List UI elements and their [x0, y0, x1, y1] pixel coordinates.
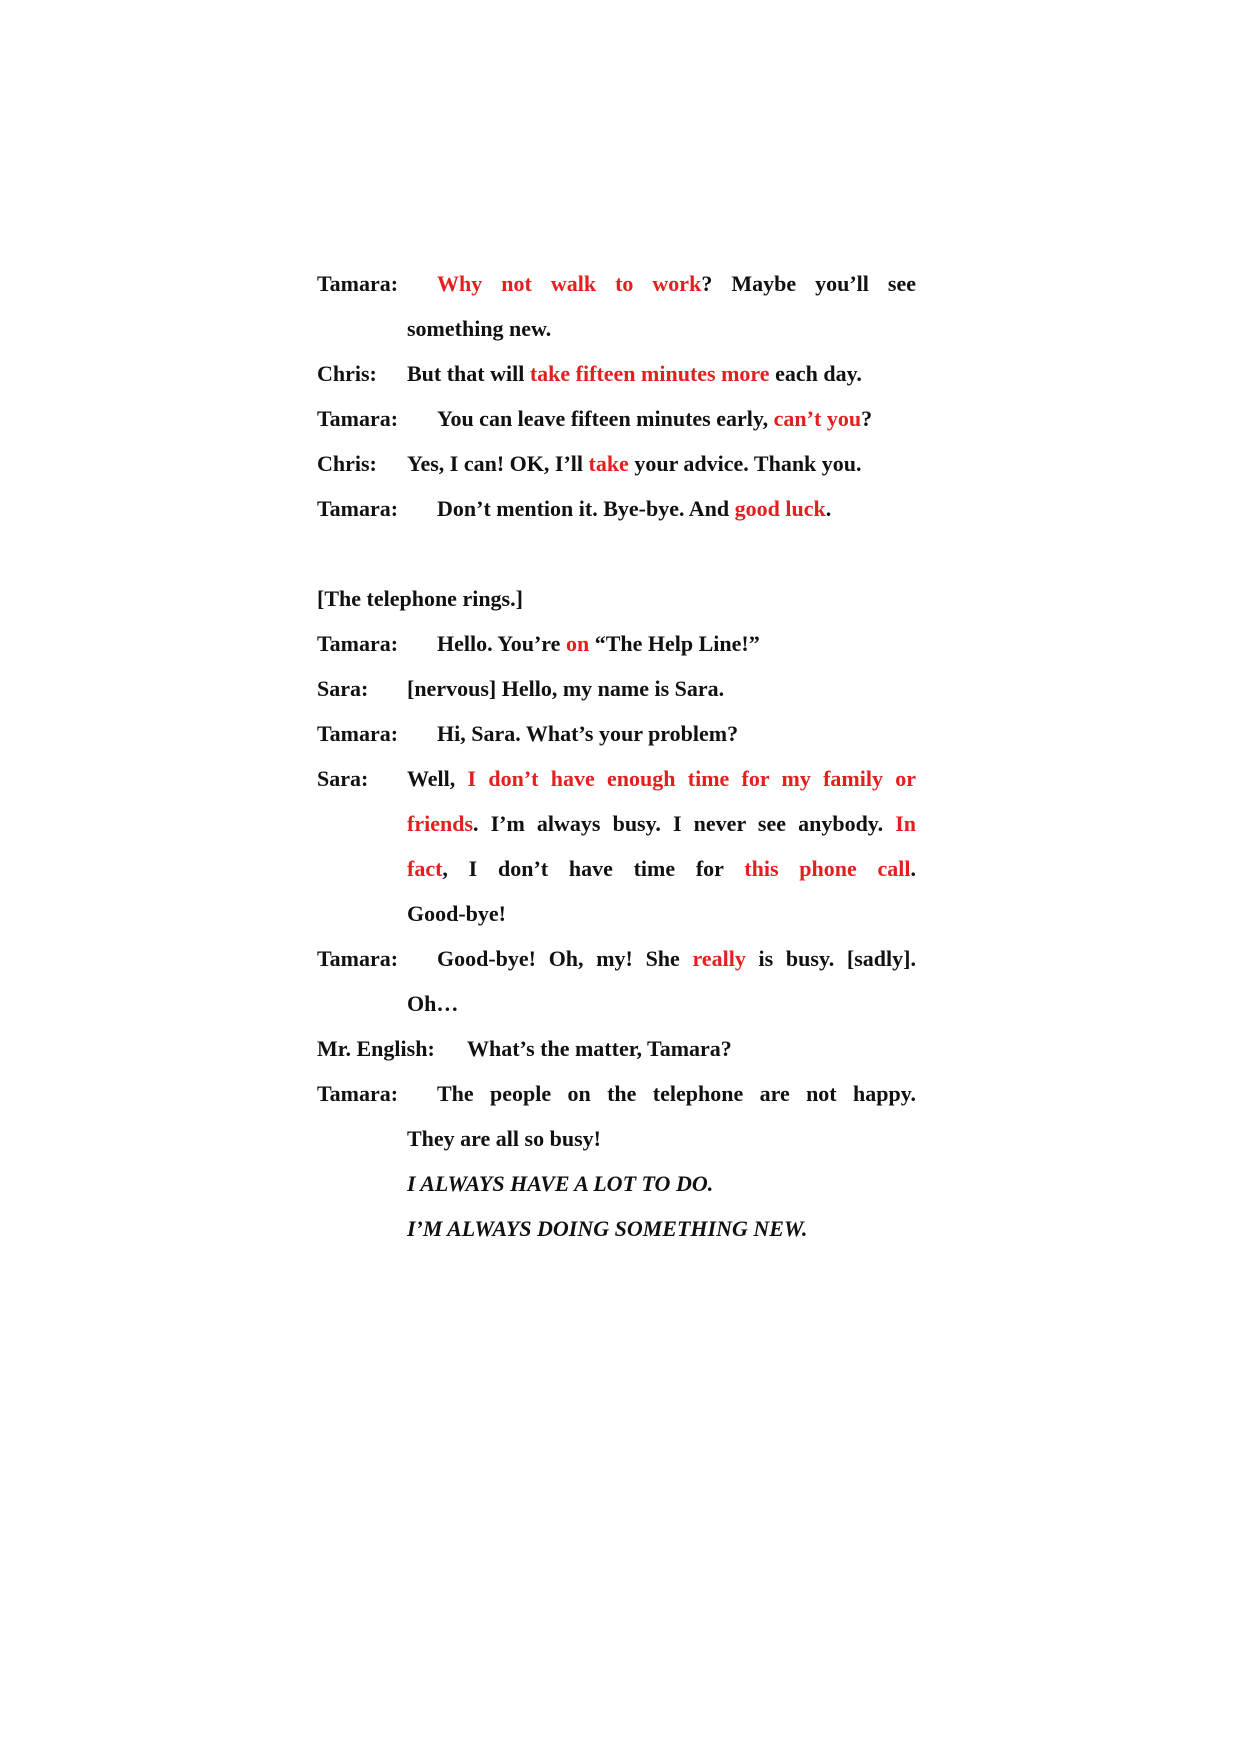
dialogue-text — [407, 763, 916, 795]
speaker-label: Tamara: — [317, 406, 399, 431]
speaker-label: Chris: — [317, 361, 377, 386]
dialogue-continuation — [0, 1123, 1241, 1155]
highlighted-phrase: I don’t have enough time for my family or — [467, 766, 916, 791]
text-segment: But that will — [407, 361, 530, 386]
text-segment: Oh… — [407, 991, 459, 1016]
dialogue-text — [437, 403, 916, 435]
speaker-label: Chris: — [317, 451, 377, 476]
speaker-label: Sara: — [317, 766, 369, 791]
dialogue-text — [407, 673, 916, 705]
dialogue-line — [0, 763, 1241, 795]
stage-direction — [0, 583, 1241, 615]
text-segment: . — [910, 856, 916, 881]
text-segment: Hello. You’re — [437, 631, 566, 656]
highlighted-phrase: good luck — [734, 496, 826, 521]
dialogue-text — [407, 1123, 916, 1155]
text-segment: They are all so busy! — [407, 1126, 601, 1151]
dialogue-line — [0, 1078, 1241, 1110]
dialogue-text — [407, 358, 916, 390]
highlighted-phrase: this phone call — [744, 856, 911, 881]
text-segment: something new. — [407, 316, 552, 341]
text-segment: ? — [861, 406, 873, 431]
dialogue-text — [407, 988, 916, 1020]
dialogue-continuation — [0, 853, 1241, 885]
speaker-label: Tamara: — [317, 721, 399, 746]
text-segment: , I don’t have time for — [442, 856, 745, 881]
speaker-label: Mr. English: — [317, 1036, 435, 1061]
song-text — [407, 1168, 916, 1200]
speaker-label: Tamara: — [317, 946, 399, 971]
dialogue-line — [0, 268, 1241, 300]
highlighted-phrase: fact — [407, 856, 443, 881]
highlighted-phrase: really — [692, 946, 746, 971]
dialogue-text — [437, 268, 916, 300]
text-segment: ? Maybe you’ll see — [701, 271, 916, 296]
speaker-label: Tamara: — [317, 1081, 399, 1106]
song-line — [0, 1213, 1241, 1245]
dialogue-line — [0, 943, 1241, 975]
dialogue-text — [437, 718, 916, 750]
text-segment: each day. — [769, 361, 862, 386]
dialogue-continuation — [0, 313, 1241, 345]
dialogue-line — [0, 628, 1241, 660]
dialogue-line — [0, 358, 1241, 390]
dialogue-line — [0, 673, 1241, 705]
dialogue-continuation — [0, 988, 1241, 1020]
text-segment: your advice. Thank you. — [628, 451, 862, 476]
text-segment: The people on the telephone are not happy. — [437, 1081, 916, 1106]
text-segment: What’s the matter, Tamara? — [467, 1036, 732, 1061]
text-segment: Yes, I can! OK, I’ll — [407, 451, 589, 476]
dialogue-line — [0, 1033, 1241, 1065]
highlighted-phrase: can’t you — [773, 406, 862, 431]
dialogue-text — [437, 943, 916, 975]
speaker-label: Tamara: — [317, 271, 399, 296]
dialogue-text — [407, 898, 916, 930]
text-segment: I’M ALWAYS DOING SOMETHING NEW. — [407, 1216, 808, 1241]
song-line — [0, 1168, 1241, 1200]
dialogue-continuation — [0, 808, 1241, 840]
dialogue-text — [407, 313, 916, 345]
dialogue-text — [437, 493, 916, 525]
dialogue-line — [0, 718, 1241, 750]
text-segment: . I’m always busy. I never see anybody. — [473, 811, 896, 836]
text-segment: Don’t mention it. Bye-bye. And — [437, 496, 735, 521]
speaker-label: Tamara: — [317, 496, 399, 521]
highlighted-phrase: on — [565, 631, 590, 656]
dialogue-text — [437, 628, 916, 660]
text-segment: Good-bye! Oh, my! She — [437, 946, 693, 971]
text-segment: I ALWAYS HAVE A LOT TO DO. — [407, 1171, 714, 1196]
dialogue-line — [0, 448, 1241, 480]
text-segment: Hi, Sara. What’s your problem? — [437, 721, 739, 746]
speaker-label: Sara: — [317, 676, 369, 701]
song-text — [407, 1213, 916, 1245]
stage-direction-text: [The telephone rings.] — [317, 586, 523, 611]
text-segment: is busy. [sadly]. — [745, 946, 916, 971]
text-segment: . — [825, 496, 832, 521]
dialogue-text — [467, 1033, 916, 1065]
speaker-label: Tamara: — [317, 631, 399, 656]
text-segment: “The Help Line!” — [589, 631, 760, 656]
dialogue-continuation — [0, 898, 1241, 930]
dialogue-line — [0, 403, 1241, 435]
text-segment: You can leave fifteen minutes early, — [437, 406, 774, 431]
text-segment: Well, — [407, 766, 468, 791]
highlighted-phrase: In — [895, 811, 916, 836]
highlighted-phrase: Why not walk to work — [437, 271, 702, 296]
dialogue-line — [0, 493, 1241, 525]
text-segment: [nervous] Hello, my name is Sara. — [407, 676, 725, 701]
highlighted-phrase: take fifteen minutes more — [529, 361, 770, 386]
highlighted-phrase: take — [588, 451, 629, 476]
dialogue-text — [407, 853, 916, 885]
text-segment: Good-bye! — [407, 901, 506, 926]
dialogue-text — [407, 448, 916, 480]
dialogue-text — [407, 808, 916, 840]
highlighted-phrase: friends — [407, 811, 473, 836]
dialogue-text — [437, 1078, 916, 1110]
